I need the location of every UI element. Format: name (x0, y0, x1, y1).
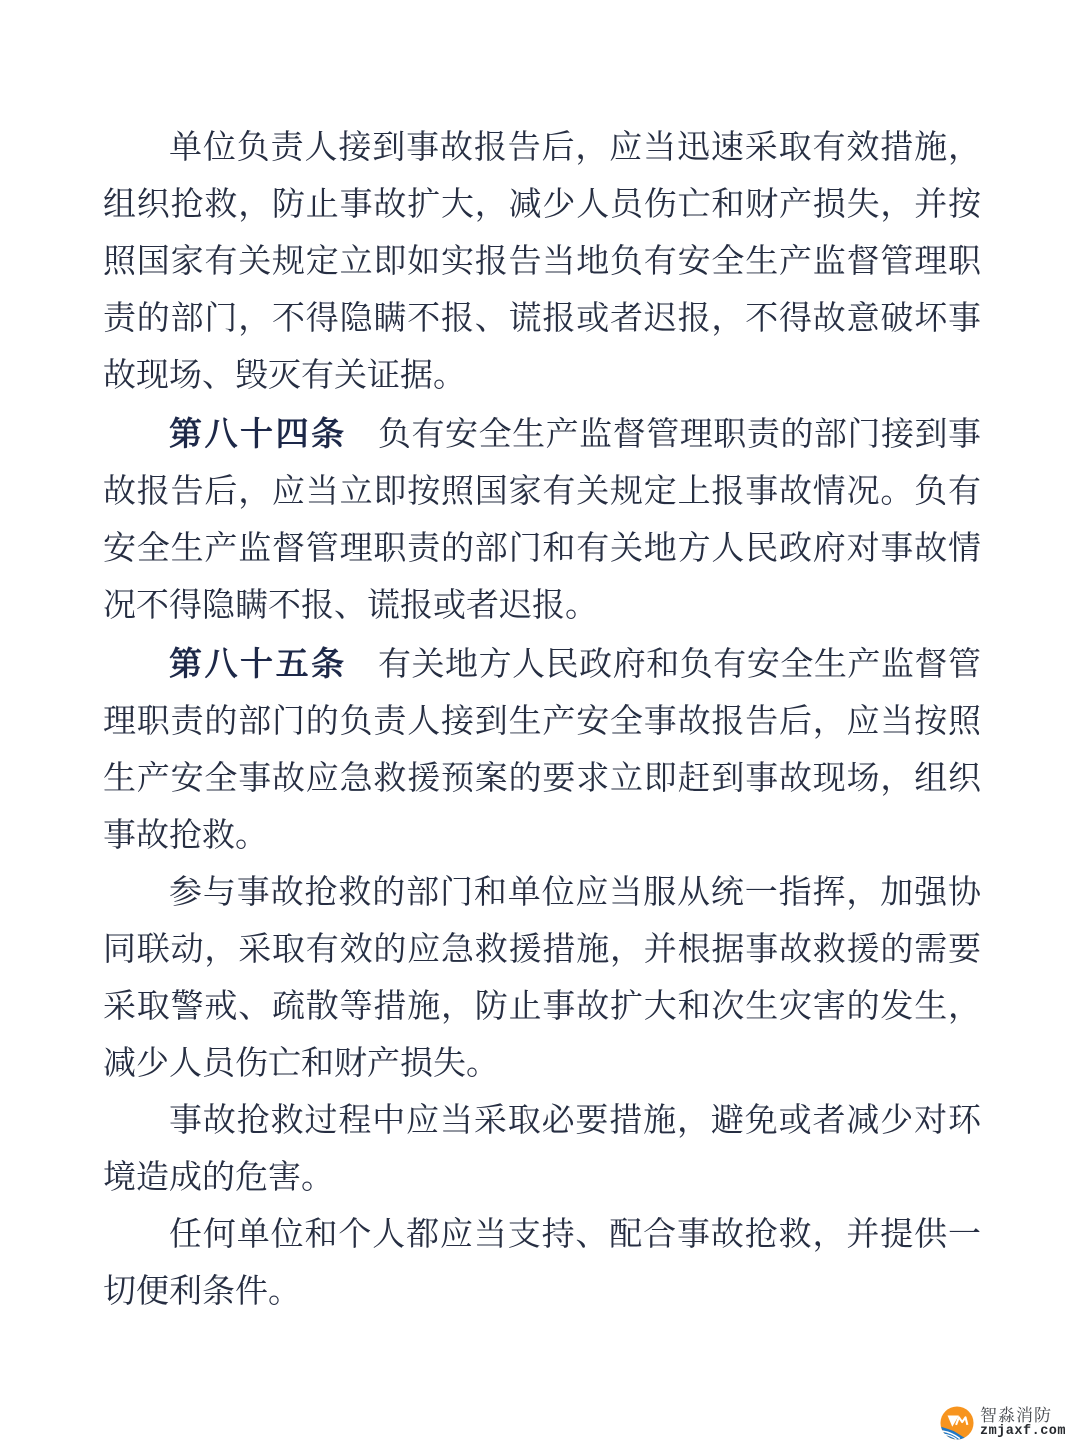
paragraph: 事故抢救过程中应当采取必要措施，避免或者减少对环境造成的危害。 (103, 1103, 981, 1196)
paragraph: 第八十四条 负有安全生产监督管理职责的部门接到事故报告后，应当立即按照国家有关规定上报事故情况。负有安全生产监督管理职责的部门和有关地方人民政府对事故情况不得隐瞒不报、谎报或者迟报。 (103, 415, 982, 624)
watermark-brand-name: 智淼消防 (979, 1405, 1052, 1425)
paragraph: 任何单位和个人都应当支持、配合事故抢救，并提供一切便利条件。 (103, 1217, 981, 1310)
article-number: 第八十四条 (169, 415, 347, 452)
site-watermark (940, 1406, 1066, 1440)
paragraph: 参与事故抢救的部门和单位应当服从统一指挥，加强协同联动，采取有效的应急救援措施，并根据事故救援的需要采取警戒、疏散等措施，防止事故扩大和次生灾害的发生，减少人员伤亡和财产损失。 (103, 875, 981, 1082)
paragraph: 单位负责人接到事故报告后，应当迅速采取有效措施，组织抢救，防止事故扩大，减少人员伤亡和财产损失，并按照国家有关规定立即如实报告当地负有安全生产监督管理职责的部门，不得隐瞒不报、谎报或者迟报，不得故意破坏事故现场、毁灭有关证据。 (103, 130, 981, 394)
watermark-text (980, 1407, 1066, 1439)
zhimiao-fire-logo-icon (940, 1406, 974, 1440)
legal-text-body (103, 120, 981, 1321)
watermark-site-url: zmjaxf.com (979, 1423, 1066, 1439)
article-number: 第八十五条 (169, 645, 347, 682)
paragraph: 第八十五条 有关地方人民政府和负有安全生产监督管理职责的部门的负责人接到生产安全事故报告后，应当按照生产安全事故应急救援预案的要求立即赶到事故现场，组织事故抢救。 (103, 645, 982, 854)
